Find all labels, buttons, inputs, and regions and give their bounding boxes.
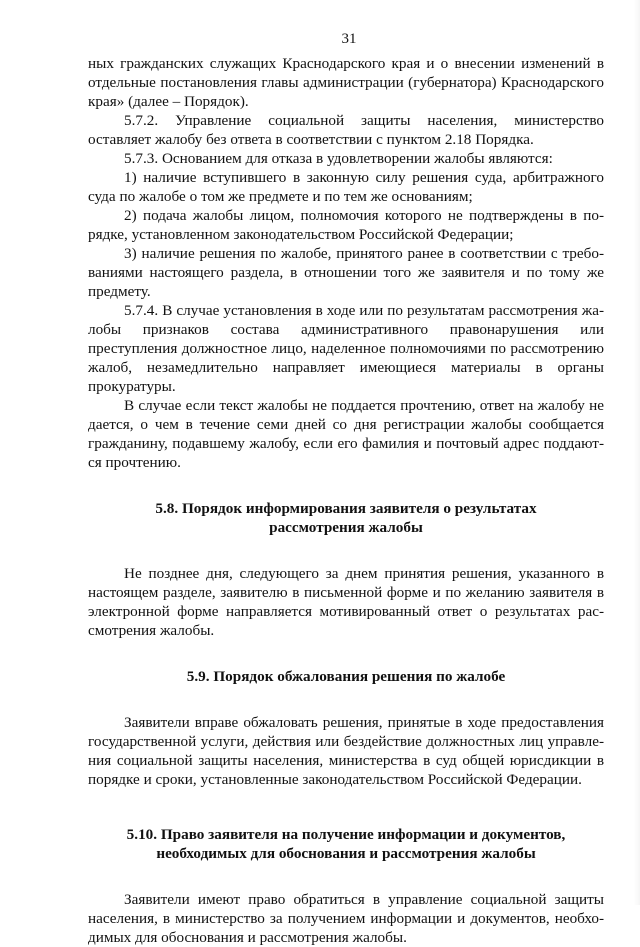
section-5-8 bbox=[88, 499, 604, 640]
paragraph-5-7-4: 5.7.4. В случае установления в ходе или по результатам рассмотрения жалобы признаков состава административного правонарушения или преступления должностное лицо, наделенное полномочиями по рассмотрению жалоб, незамедлительно направляет имеющиеся материалы в органы прокуратуры. bbox=[88, 302, 604, 395]
heading-line: 5.10. Право заявителя на получение информации и документов, bbox=[126, 826, 566, 843]
paragraph-continuation: ных гражданских служащих Краснодарского края и о внесении изменений в отдельные постановления главы администрации (губернатора) Краснодарского края» (далее – Порядок). bbox=[88, 55, 604, 110]
paragraph-unreadable-complaint: В случае если текст жалобы не поддается прочтению, ответ на жалобу не дается, о чем в течение семи дней со дня регистрации жалобы сообщается гражданину, подавшему жалобу, если его фамилия и почтовый адрес поддаются прочтению. bbox=[88, 397, 604, 471]
spacer bbox=[88, 472, 604, 499]
section-5-9 bbox=[88, 667, 604, 789]
paragraph-5-8: Не позднее дня, следующего за днем принятия решения, указанного в настоящем разделе, заявителю в письменной форме и по желанию заявителя в электронной форме направляется мотивированный ответ о результатах рассмотрения жалобы. bbox=[88, 565, 604, 639]
list-item-2: 2) подача жалобы лицом, полномочия которого не подтверждены в порядке, установленном законодательством Российской Федерации; bbox=[88, 207, 604, 243]
section-5-7 bbox=[88, 54, 604, 472]
section-heading-5-10 bbox=[88, 825, 604, 863]
paragraph-5-7-3: 5.7.3. Основанием для отказа в удовлетворении жалобы являются: bbox=[124, 150, 553, 167]
paragraph-5-9: Заявители вправе обжаловать решения, принятые в ходе предоставления государственной услуги, действия или бездействие должностных лиц управления социальной защиты населения, министерства в суд общей юрисдикции в порядке и сроки, установленные законодательством Российской Федерации. bbox=[88, 714, 604, 788]
list-item-1: 1) наличие вступившего в законную силу решения суда, арбитражного суда по жалобе о том же предмете и по тем же основаниям; bbox=[88, 169, 604, 205]
spacer bbox=[88, 863, 604, 890]
spacer bbox=[88, 686, 604, 713]
spacer bbox=[88, 537, 604, 564]
section-heading-5-9: 5.9. Порядок обжалования решения по жалобе bbox=[186, 668, 506, 685]
spacer bbox=[88, 640, 604, 667]
heading-line: необходимых для обоснования и рассмотрения жалобы bbox=[156, 845, 536, 862]
paragraph-5-10: Заявители имеют право обратиться в управление социальной защиты населения, в министерство за получением информации и документов, необходимых для обоснования и рассмотрения жалобы. bbox=[88, 891, 604, 946]
section-5-10 bbox=[88, 825, 604, 947]
heading-line: рассмотрения жалобы bbox=[269, 519, 423, 536]
heading-line: 5.8. Порядок информирования заявителя о результатах bbox=[155, 500, 537, 517]
section-heading-5-8 bbox=[88, 499, 604, 537]
spacer bbox=[88, 789, 604, 825]
page-number: 31 bbox=[341, 31, 357, 47]
paragraph-5-7-2: 5.7.2. Управление социальной защиты населения, министерство оставляет жалобу без ответа в соответствии с пунктом 2.18 Порядка. bbox=[88, 112, 604, 148]
scan-edge-shadow bbox=[634, 0, 640, 905]
list-item-3: 3) наличие решения по жалобе, принятого ранее в соответствии с требованиями настоящего раздела, в отношении того же заявителя и по тому же предмету. bbox=[88, 245, 604, 300]
